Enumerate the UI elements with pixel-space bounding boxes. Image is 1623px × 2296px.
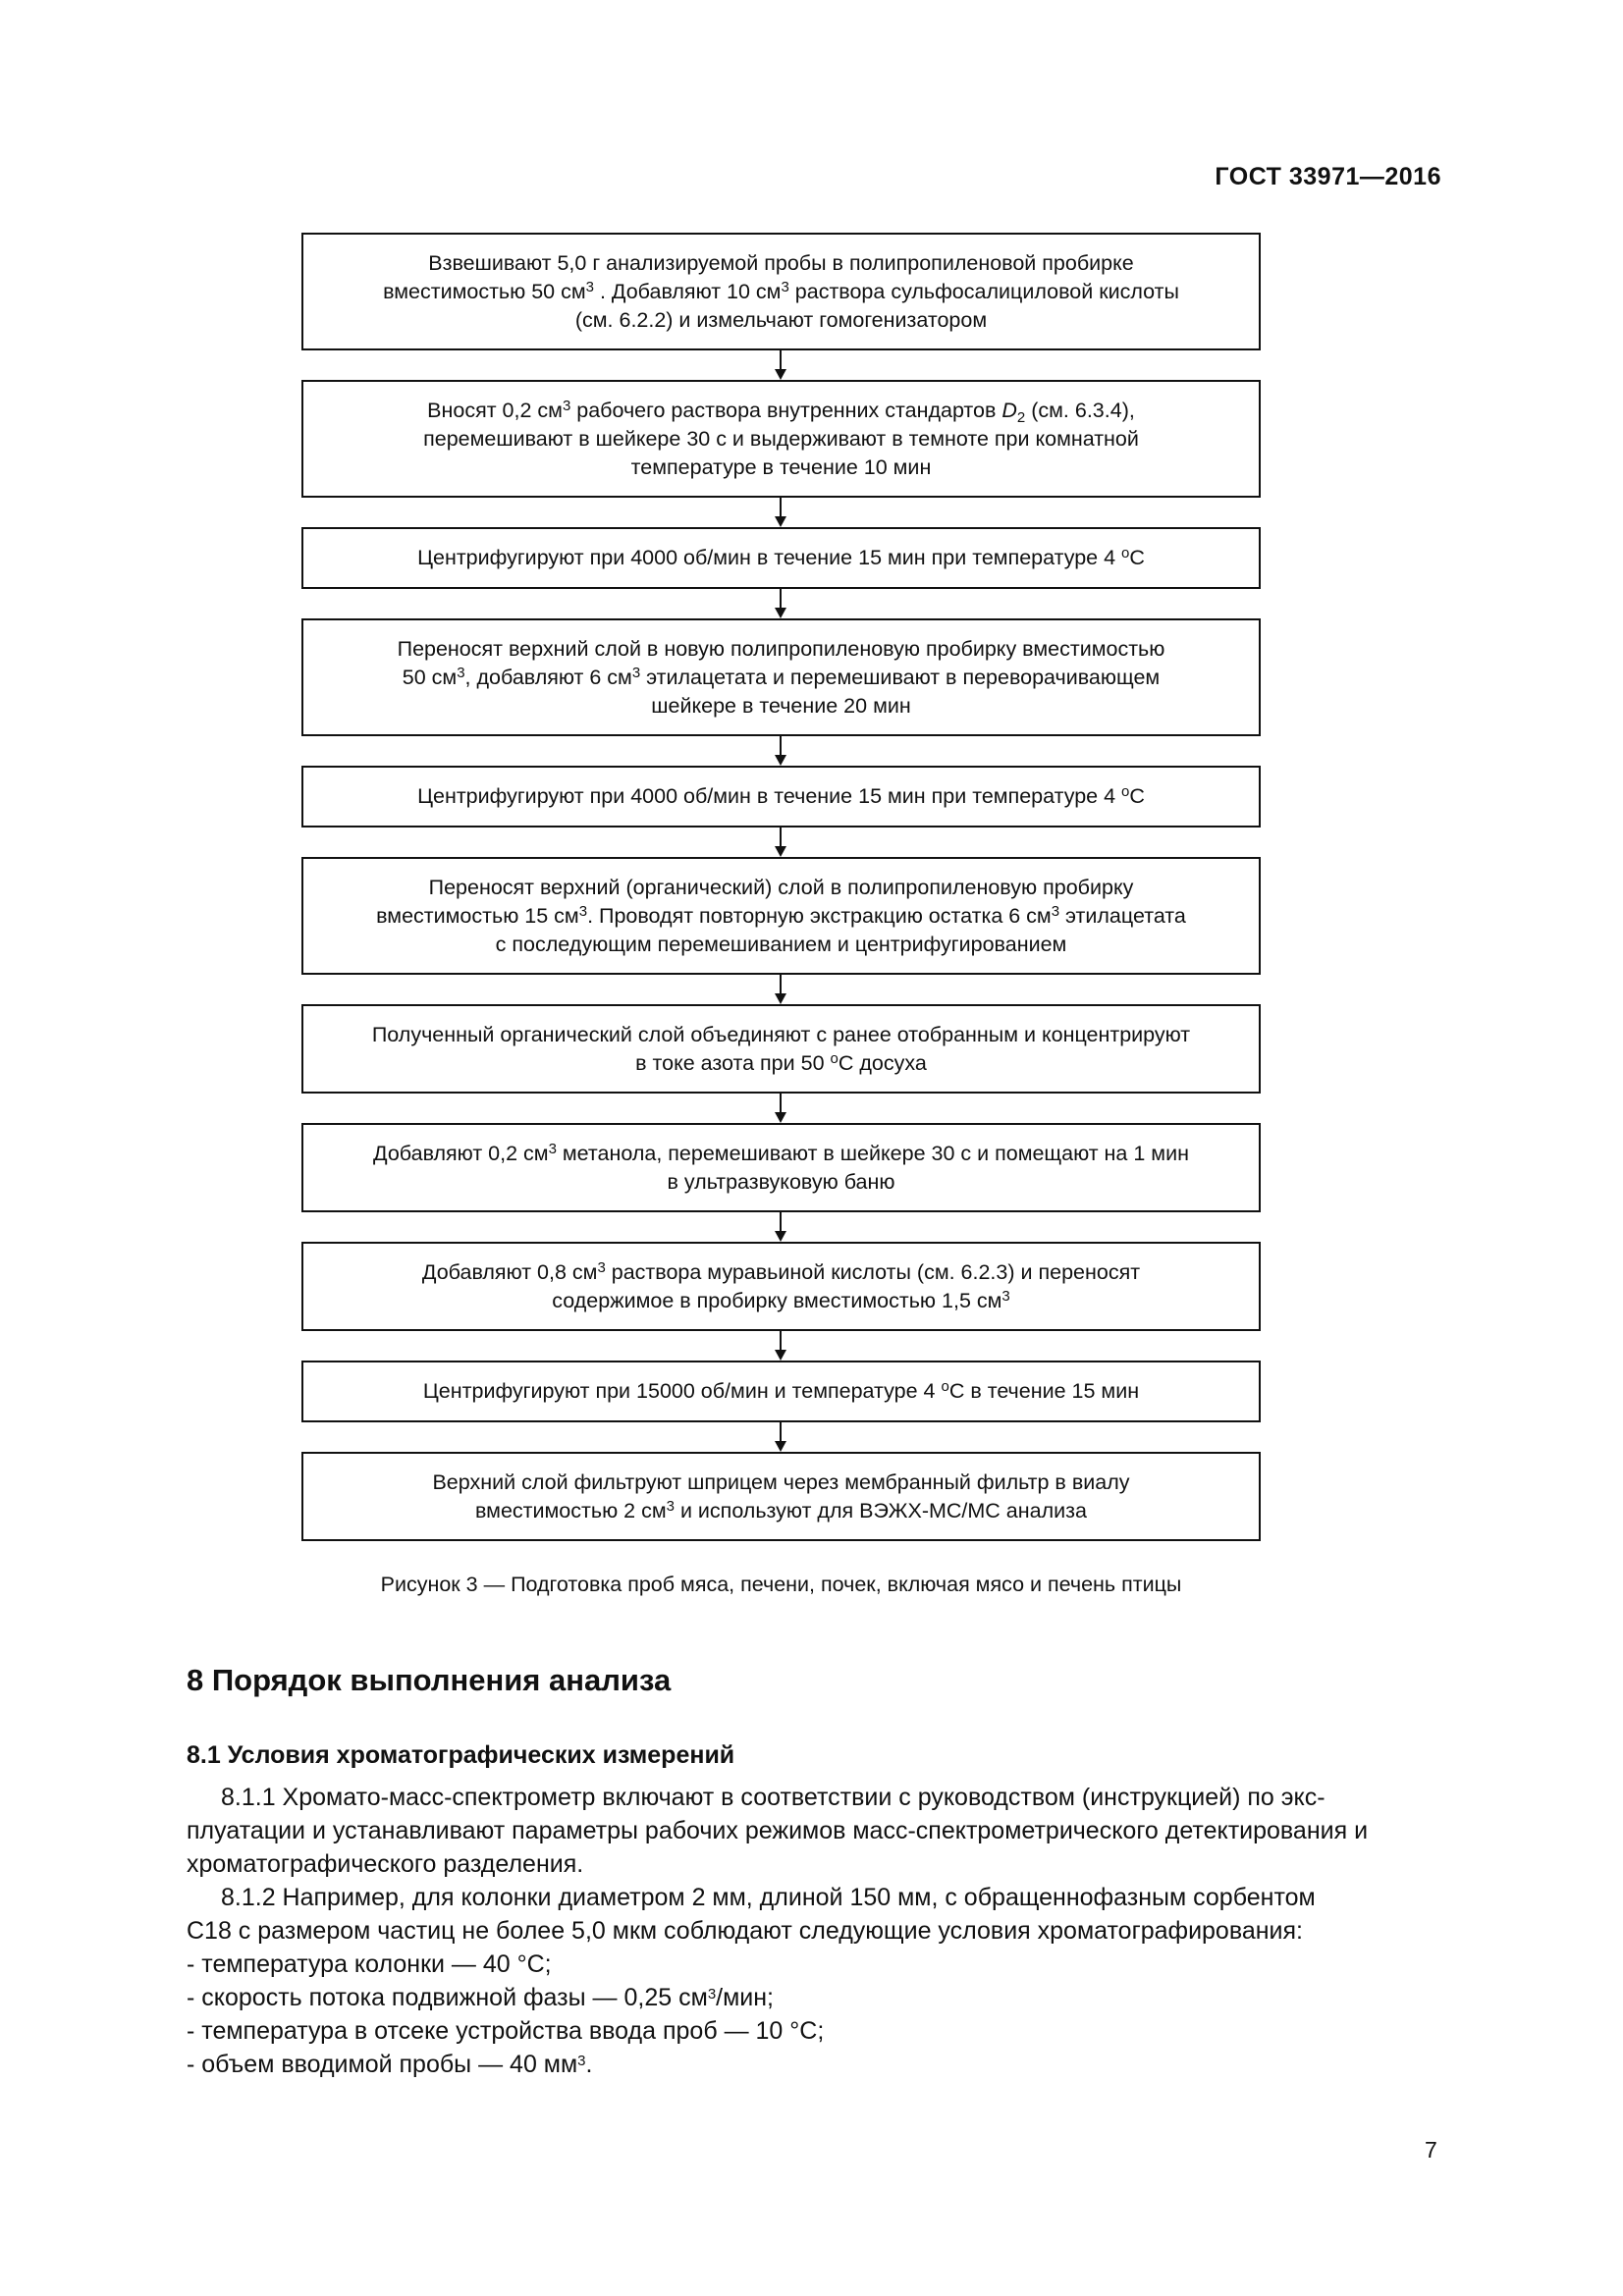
text-run: шейкере в течение 20 мин — [651, 693, 911, 718]
flow-step-line — [423, 1377, 1139, 1406]
superscript: 3 — [1001, 1287, 1010, 1305]
superscript: 3 — [562, 397, 571, 414]
flow-arrow — [301, 1212, 1261, 1242]
text-run: рабочего раствора внутренних стандартов — [570, 398, 1002, 422]
paragraph-line — [187, 1847, 1439, 1881]
text-run: (см. 6.3.4), — [1025, 398, 1135, 422]
italic-text: D — [1001, 398, 1017, 422]
text-run: с последующим перемешиванием и центрифугированием — [495, 932, 1067, 956]
paragraph-line — [187, 1914, 1439, 1948]
flow-step-line — [372, 1049, 1190, 1078]
text-run: вместимостью 2 см — [475, 1498, 667, 1522]
text-run: Центрифугируют при 15000 об/мин и температуре 4 — [422, 1379, 942, 1403]
flow-step-line — [376, 902, 1186, 931]
flow-step — [301, 1004, 1261, 1094]
flow-step — [301, 857, 1261, 975]
paragraph-line — [187, 1781, 1439, 1814]
flow-step-line — [417, 782, 1145, 811]
text-run: 8.1.1 Хромато-масс-спектрометр включают в соответствии с руководством (инструкцией) по экс- — [221, 1784, 1325, 1811]
flow-step — [301, 1361, 1261, 1422]
flow-step-line — [398, 664, 1165, 692]
flow-arrow — [301, 498, 1261, 527]
text-run: С — [1129, 784, 1145, 808]
text-run: - объем вводимой пробы — 40 мм — [187, 2051, 578, 2078]
text-run: Полученный органический слой объединяют с ранее отобранным и концентрируют — [371, 1022, 1191, 1046]
text-run: (см. 6.2.2) и измельчают гомогенизатором — [574, 307, 988, 332]
flow-arrow — [301, 828, 1261, 857]
text-run: . Проводят повторную экстракцию остатка 6 см — [587, 903, 1052, 928]
text-run: Центрифугируют при 4000 об/мин в течение 15 мин при температуре 4 — [417, 546, 1122, 569]
flow-step-line — [432, 1497, 1129, 1525]
text-run: Переносят верхний слой в новую полипропиленовую пробирку вместимостью — [397, 636, 1165, 661]
text-run: С в течение 15 мин — [948, 1379, 1140, 1403]
flow-step-line — [383, 278, 1179, 306]
text-run: Переносят верхний (органический) слой в полипропиленовую пробирку — [428, 875, 1134, 899]
paragraph-line — [187, 1948, 1439, 1981]
flow-arrow — [301, 1331, 1261, 1361]
superscript: 3 — [781, 278, 789, 295]
text-run: - скорость потока подвижной фазы — 0,25 см — [187, 1984, 708, 2011]
flow-step — [301, 380, 1261, 498]
flow-step — [301, 527, 1261, 589]
text-run: вместимостью 15 см — [376, 903, 579, 928]
text-run: , добавляют 6 см — [464, 665, 632, 689]
flow-step-line — [398, 635, 1165, 664]
document-header: ГОСТ 33971—2016 — [1215, 163, 1441, 190]
flow-arrow — [301, 1422, 1261, 1452]
text-run: этилацетата и перемешивают в переворачивающем — [640, 665, 1161, 689]
flow-step — [301, 233, 1261, 350]
text-run: этилацетата — [1059, 903, 1186, 928]
subsection-title: 8.1 Условия хроматографических измерений — [187, 1741, 735, 1769]
text-run: Верхний слой фильтруют шприцем через мембранный фильтр в виалу — [432, 1469, 1130, 1494]
text-run: раствора сульфосалициловой кислоты — [788, 279, 1179, 303]
text-run: . — [585, 2051, 593, 2078]
page-number: 7 — [1425, 2137, 1437, 2163]
subscript: 2 — [1016, 408, 1026, 426]
body-text — [187, 1781, 1439, 2081]
flow-step — [301, 1123, 1261, 1212]
text-run: метанола, перемешивают в шейкере 30 с и помещают на 1 мин — [556, 1141, 1189, 1165]
paragraph-line — [187, 2014, 1439, 2048]
superscript: 3 — [631, 664, 641, 681]
superscript: 3 — [577, 2053, 586, 2069]
flow-arrow — [301, 736, 1261, 766]
text-run: /мин; — [716, 1984, 775, 2011]
text-run: в токе азота при 50 — [635, 1050, 831, 1075]
flowchart — [301, 233, 1261, 1541]
flow-step-line — [376, 931, 1186, 959]
flow-step-line — [432, 1468, 1129, 1497]
section-title: 8 Порядок выполнения анализа — [187, 1663, 672, 1697]
text-run: - температура колонки — 40 °С; — [187, 1950, 552, 1978]
flow-step-line — [422, 1287, 1140, 1315]
flow-step-line — [383, 306, 1179, 335]
text-run: в ультразвуковую баню — [667, 1169, 895, 1194]
superscript: 3 — [707, 1986, 717, 2002]
text-run: температуре в течение 10 мин — [630, 454, 932, 479]
text-run: С досуха — [838, 1050, 927, 1075]
flow-step-line — [423, 425, 1139, 454]
text-run: содержимое в пробирку вместимостью 1,5 см — [552, 1288, 1002, 1312]
superscript: 3 — [457, 664, 465, 681]
superscript: 3 — [548, 1140, 557, 1157]
text-run: Добавляют 0,2 см — [373, 1141, 549, 1165]
flow-arrow — [301, 975, 1261, 1004]
flow-step-line — [417, 544, 1145, 572]
text-run: С — [1129, 546, 1145, 569]
superscript: о — [830, 1049, 839, 1067]
superscript: 3 — [666, 1497, 675, 1515]
flow-arrow — [301, 350, 1261, 380]
text-run: . Добавляют 10 см — [594, 279, 782, 303]
paragraph-line — [187, 1981, 1439, 2014]
flow-step-line — [423, 454, 1139, 482]
superscript: о — [1121, 545, 1130, 561]
text-run: хроматографического разделения. — [187, 1850, 584, 1878]
flow-step-line — [383, 249, 1179, 278]
text-run: перемешивают в шейкере 30 с и выдерживают в темноте при комнатной — [423, 426, 1139, 451]
superscript: о — [941, 1378, 949, 1395]
superscript: 3 — [585, 278, 594, 295]
superscript: о — [1121, 783, 1130, 800]
flow-step — [301, 1242, 1261, 1331]
flow-step — [301, 618, 1261, 736]
superscript: 3 — [578, 902, 588, 920]
text-run: Взвешивают 5,0 г анализируемой пробы в полипропиленовой пробирке — [428, 250, 1134, 275]
flow-arrow — [301, 1094, 1261, 1123]
superscript: 3 — [597, 1258, 606, 1276]
flow-arrow — [301, 589, 1261, 618]
paragraph-line — [187, 1881, 1439, 1914]
text-run: С18 с размером частиц не более 5,0 мкм соблюдают следующие условия хроматографирования: — [187, 1917, 1303, 1945]
flow-step — [301, 766, 1261, 828]
figure-caption: Рисунок 3 — Подготовка проб мяса, печени, почек, включая мясо и печень птицы — [380, 1573, 1182, 1596]
text-run: 8.1.2 Например, для колонки диаметром 2 мм, длиной 150 мм, с обращеннофазным сорбентом — [221, 1884, 1316, 1911]
flow-step-line — [376, 874, 1186, 902]
text-run: раствора муравьиной кислоты (см. 6.2.3) и переносят — [605, 1259, 1141, 1284]
text-run: Центрифугируют при 4000 об/мин в течение 15 мин при температуре 4 — [417, 784, 1122, 808]
text-run: вместимостью 50 см — [383, 279, 586, 303]
flow-step-line — [398, 692, 1165, 721]
text-run: и используют для ВЭЖХ-МС/МС анализа — [674, 1498, 1087, 1522]
text-run: плуатации и устанавливают параметры рабочих режимов масс-спектрометрического детектирования и — [187, 1817, 1369, 1844]
paragraph-line — [187, 1814, 1439, 1847]
text-run: - температура в отсеке устройства ввода проб — 10 °С; — [187, 2017, 825, 2045]
flow-step-line — [373, 1140, 1189, 1168]
text-run: Вносят 0,2 см — [427, 398, 563, 422]
text-run: 50 см — [402, 665, 458, 689]
flow-step-line — [423, 397, 1139, 425]
flow-step-line — [422, 1258, 1140, 1287]
superscript: 3 — [1051, 902, 1060, 920]
text-run: Добавляют 0,8 см — [421, 1259, 598, 1284]
paragraph-line — [187, 2048, 1439, 2081]
flow-step — [301, 1452, 1261, 1541]
flow-step-line — [373, 1168, 1189, 1197]
flow-step-line — [372, 1021, 1190, 1049]
